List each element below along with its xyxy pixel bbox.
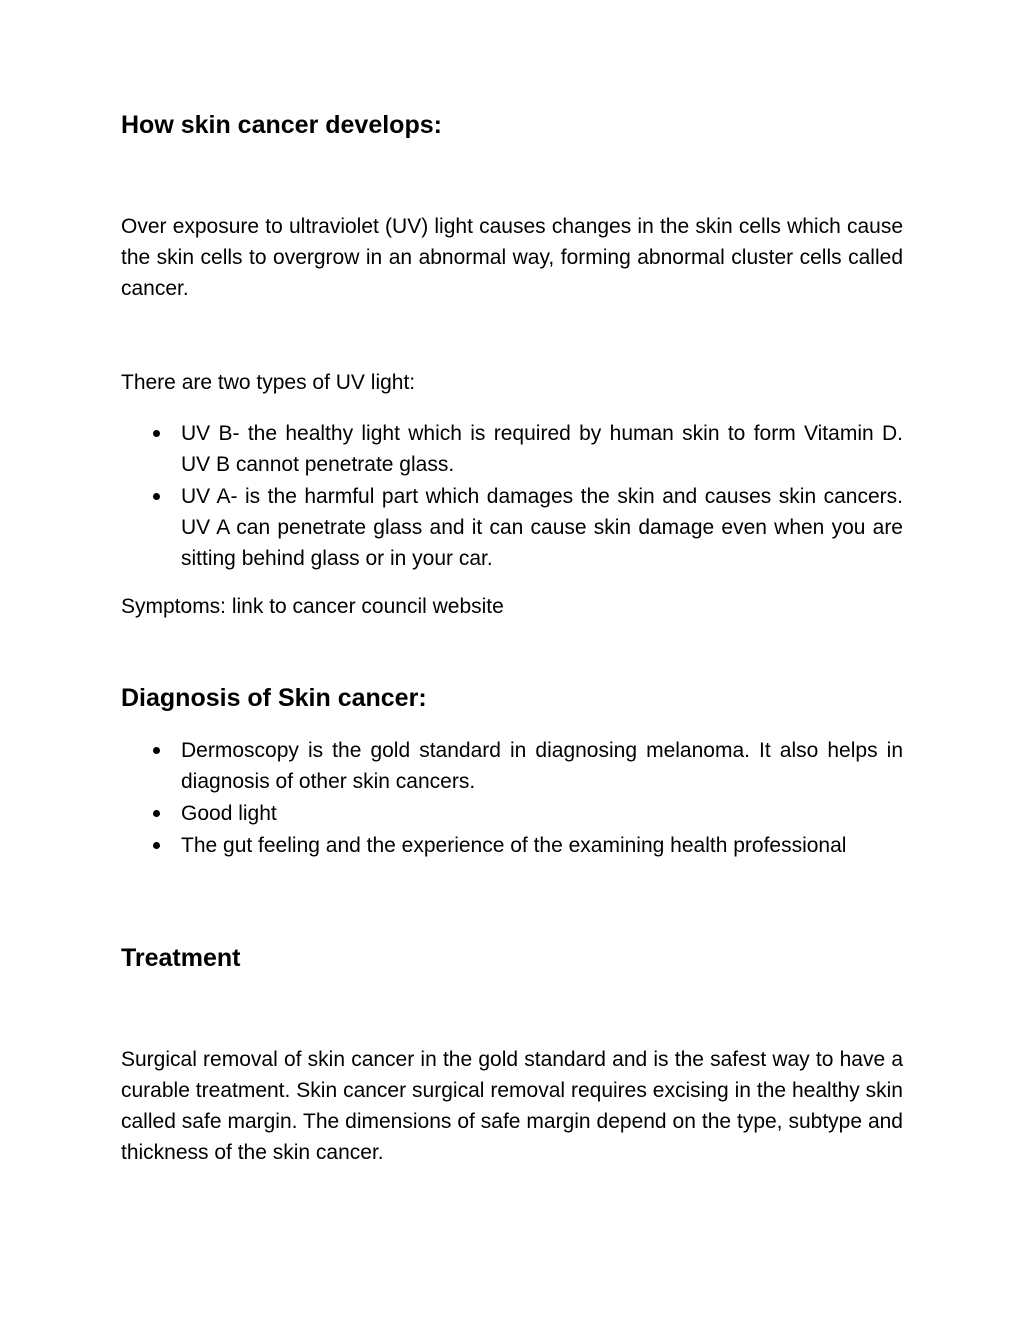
uv-types-intro: There are two types of UV light: xyxy=(121,371,416,394)
treatment-paragraph-block xyxy=(121,1044,903,1168)
heading-diagnosis xyxy=(121,683,903,713)
list-item-text: Good light xyxy=(181,802,277,825)
develops-paragraph-block xyxy=(121,211,903,304)
uv-types-list-block xyxy=(121,418,903,575)
bullet-icon xyxy=(153,842,160,849)
diagnosis-list-block xyxy=(121,735,903,862)
list-item-text: UV A- is the harmful part which damages the skin and causes skin cancers. UV A can penetrate glass and it can cause skin damage even when you are sitting behind glass or in your car. xyxy=(181,485,903,570)
symptoms-block xyxy=(121,591,903,622)
list-item xyxy=(121,481,903,574)
heading-how-skin-cancer-develops xyxy=(121,110,903,140)
treatment-paragraph: Surgical removal of skin cancer in the gold standard and is the safest way to have a curable treatment. Skin cancer surgical removal requires excising in the healthy skin called safe margin. The dimensions of safe margin depend on the type, subtype and thickness of the skin cancer. xyxy=(121,1048,903,1164)
list-item xyxy=(121,418,903,480)
uv-intro-block xyxy=(121,367,903,398)
heading-treatment xyxy=(121,943,903,973)
list-item-text: UV B- the healthy light which is required by human skin to form Vitamin D. UV B cannot penetrate glass. xyxy=(181,422,903,476)
list-item-text: Dermoscopy is the gold standard in diagnosing melanoma. It also helps in diagnosis of other skin cancers. xyxy=(181,739,903,793)
bullet-icon xyxy=(153,430,160,437)
bullet-icon xyxy=(153,810,160,817)
section-heading: How skin cancer develops: xyxy=(121,111,442,139)
list-item xyxy=(121,798,903,829)
section-heading: Diagnosis of Skin cancer: xyxy=(121,684,427,712)
develops-paragraph: Over exposure to ultraviolet (UV) light causes changes in the skin cells which cause the skin cells to overgrow in an abnormal way, forming abnormal cluster cells called cancer. xyxy=(121,215,903,300)
section-heading: Treatment xyxy=(121,944,241,972)
diagnosis-list xyxy=(121,735,903,861)
symptoms-line: Symptoms: link to cancer council website xyxy=(121,595,504,618)
list-item xyxy=(121,735,903,797)
list-item-text: The gut feeling and the experience of the examining health professional xyxy=(181,834,847,857)
bullet-icon xyxy=(153,747,160,754)
bullet-icon xyxy=(153,493,160,500)
uv-types-list xyxy=(121,418,903,574)
list-item xyxy=(121,830,903,861)
